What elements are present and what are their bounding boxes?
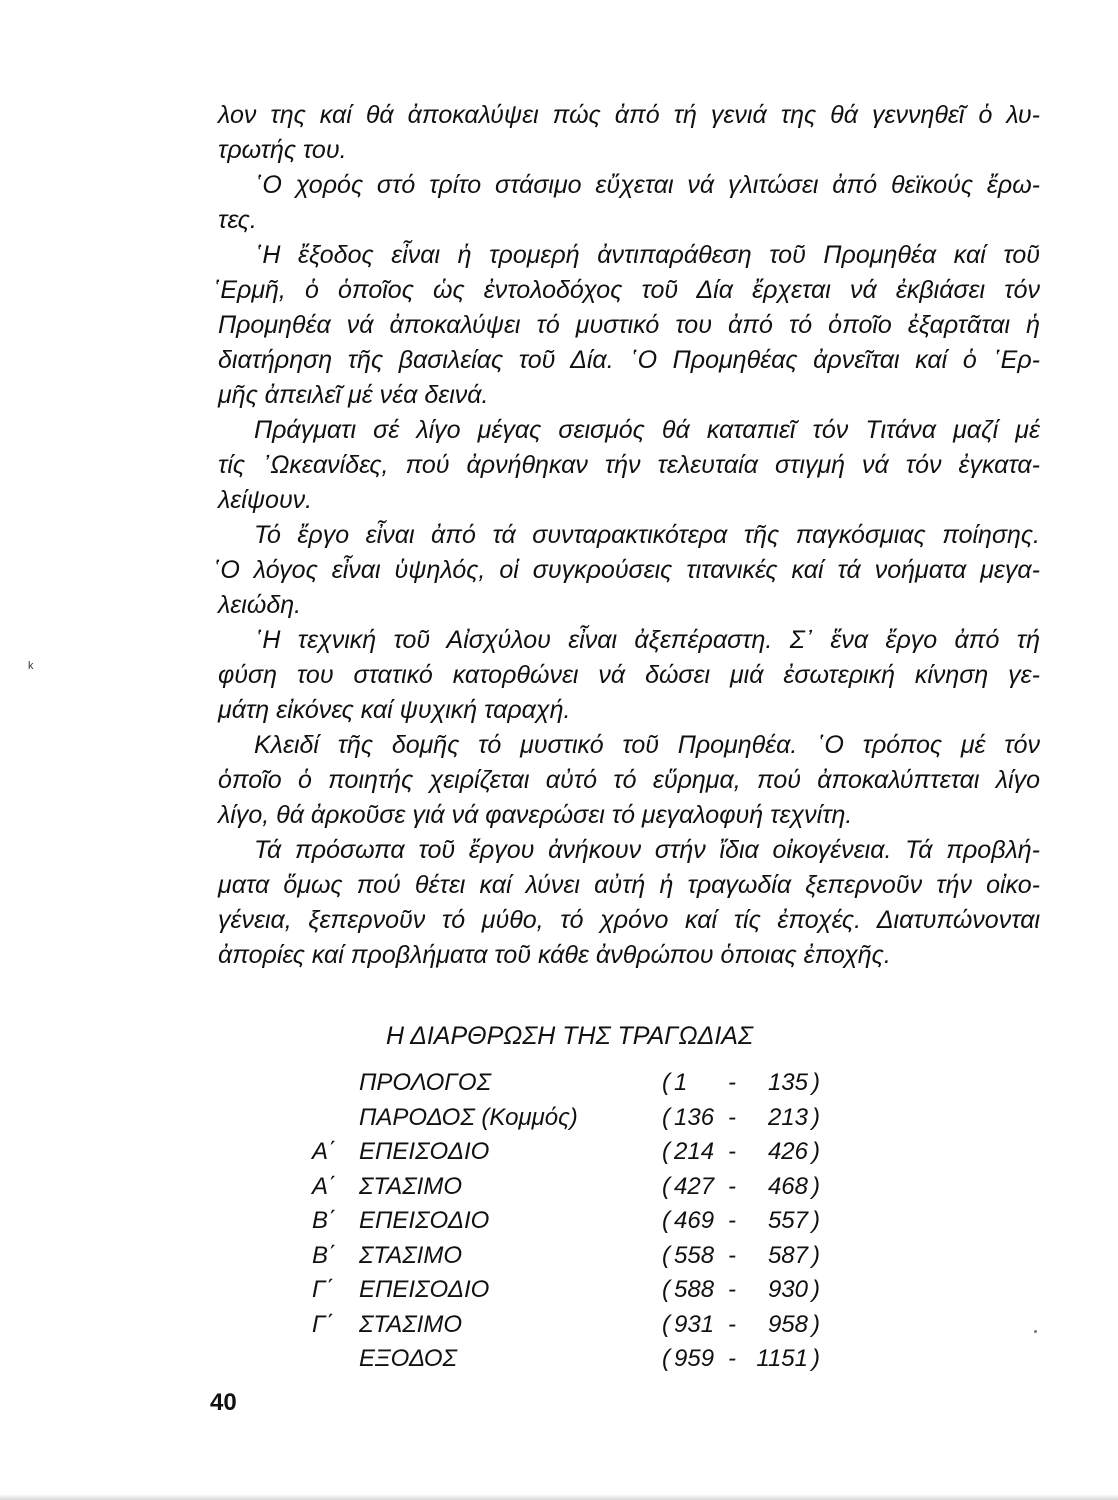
close-paren: ) [812,1345,820,1372]
text-line: ὁποῖο ὁ ποιητής χειρίζεται αὐτό τό εὕρημα, πού ἀποκαλύπτεται λίγο [218,766,1040,794]
text-line: μάτη εἰκόνες καί ψυχική ταραχή. [218,696,571,724]
text-line: ῾Ερμῆ, ὁ ὁποῖος ὡς ἐντολοδόχος τοῦ Δία ἔρχεται νά ἐκβιάσει τόν [212,276,1040,304]
row-ordinal: Β΄ [312,1241,336,1269]
close-paren: ) [812,1138,820,1165]
structure-table [312,1066,832,1377]
range-start: 214 [674,1138,715,1165]
row-name: ΣΤΑΣΙΜΟ [359,1172,462,1200]
row-name: ΕΠΕΙΣΟΔΙΟ [359,1207,490,1234]
range-start: 136 [674,1103,715,1131]
range-dash: - [728,1138,736,1165]
text-line: λειώδη. [218,591,302,619]
open-paren: ( [662,1138,670,1165]
range-start: 959 [674,1345,715,1372]
row-ordinal: Β΄ [312,1207,336,1234]
text-line: ῾Ο χορός στό τρίτο στάσιμο εὔχεται νά γλιτώσει ἀπό θεϊκούς ἔρω- [254,171,1040,199]
row-name: ΠΑΡΟΔΟΣ (Κομμός) [359,1103,578,1131]
range-dash: - [728,1276,736,1303]
text-line: ματα ὅμως πού θέτει καί λύνει αὐτή ἡ τραγωδία ξεπερνοῦν τήν οἰκο- [218,871,1040,899]
range-dash: - [728,1345,736,1372]
open-paren: ( [662,1345,670,1372]
close-paren: ) [812,1310,820,1338]
close-paren: ) [812,1207,820,1234]
margin-mark: ᵏ [28,660,34,677]
text-line: Προμηθέα νά ἀποκαλύψει τό μυστικό του ἀπό τό ὁποῖο ἐξαρτᾶται ἡ [218,311,1040,339]
row-ordinal: Α΄ [312,1172,336,1200]
open-paren: ( [662,1310,670,1338]
range-end: 426 [767,1138,808,1165]
open-paren: ( [662,1207,670,1234]
row-ordinal: Γ΄ [312,1310,334,1338]
range-end: 213 [767,1103,808,1131]
range-dash: - [728,1207,736,1234]
scan-speck [1034,1330,1037,1333]
text-line: ῾Η τεχνική τοῦ Αἰσχύλου εἶναι ἀξεπέραστη. Σ᾿ ἕνα ἔργο ἀπό τή [254,626,1040,654]
structure-row [312,1308,832,1343]
text-line: ῾Ο λόγος εἶναι ὑψηλός, οἱ συγκρούσεις τιτανικές καί τά νοήματα μεγα- [212,556,1040,584]
range-dash: - [728,1103,736,1131]
text-line: τίς ᾿Ωκεανίδες, πού ἀρνήθηκαν τήν τελευταία στιγμή νά τόν ἐγκατα- [218,451,1040,479]
row-name: ΕΠΕΙΣΟΔΙΟ [359,1276,490,1303]
text-line: ἀπορίες καί προβλήματα τοῦ κάθε ἀνθρώπου ὁποιας ἐποχῆς. [218,941,891,969]
range-start: 1 [674,1069,688,1096]
open-paren: ( [662,1069,670,1096]
close-paren: ) [812,1172,820,1200]
row-name: ΕΠΕΙΣΟΔΙΟ [359,1138,490,1165]
open-paren: ( [662,1276,670,1303]
close-paren: ) [812,1069,820,1096]
structure-row [312,1135,832,1170]
open-paren: ( [662,1241,670,1269]
structure-row [312,1342,832,1377]
text-line: γένεια, ξεπερνοῦν τό μύθο, τό χρόνο καί τίς ἐποχές. Διατυπώνονται [218,906,1040,934]
close-paren: ) [812,1241,820,1269]
row-ordinal: Α΄ [312,1138,336,1165]
range-start: 558 [674,1241,715,1269]
close-paren: ) [812,1103,820,1131]
range-end: 468 [767,1172,808,1200]
range-start: 427 [674,1172,715,1200]
text-line: Τό ἔργο εἶναι ἀπό τά συνταρακτικότερα τῆς παγκόσμιας ποίησης. [254,521,1040,549]
row-name: ΕΞΟΔΟΣ [359,1345,457,1372]
structure-row [312,1204,832,1239]
row-name: ΣΤΑΣΙΜΟ [359,1241,462,1269]
range-start: 931 [674,1310,715,1338]
range-dash: - [728,1069,736,1096]
structure-row [312,1239,832,1274]
text-line: φύση του στατικό κατορθώνει νά δώσει μιά ἐσωτερική κίνηση γε- [218,661,1040,689]
page-number: 40 [210,1389,237,1416]
text-line: διατήρηση τῆς βασιλείας τοῦ Δία. ῾Ο Προμηθέας ἀρνεῖται καί ὁ ῾Ερ- [218,346,1040,374]
text-line: τες. [218,206,257,234]
structure-row [312,1101,832,1136]
range-dash: - [728,1172,736,1200]
row-ordinal: Γ΄ [312,1276,334,1303]
range-end: 958 [767,1310,808,1338]
text-line: τρωτής του. [218,136,347,164]
open-paren: ( [662,1103,670,1131]
open-paren: ( [662,1172,670,1200]
range-end: 1151 [756,1345,808,1372]
text-line: ῾Η ἔξοδος εἶναι ἡ τρομερή ἀντιπαράθεση τοῦ Προμηθέα καί τοῦ [254,241,1040,269]
range-end: 135 [767,1069,808,1096]
range-dash: - [728,1241,736,1269]
text-line: λον της καί θά ἀποκαλύψει πώς ἀπό τή γενιά της θά γεννηθεῖ ὁ λυ- [218,101,1040,129]
text-line: Πράγματι σέ λίγο μέγας σεισμός θά καταπιεῖ τόν Τιτάνα μαζί μέ [254,416,1040,444]
range-end: 557 [767,1207,808,1234]
text-line: μῆς ἀπειλεῖ μέ νέα δεινά. [218,381,489,409]
body-text [212,98,1040,973]
structure-row [312,1170,832,1205]
range-dash: - [728,1310,736,1338]
text-line: Τά πρόσωπα τοῦ ἔργου ἀνήκουν στήν ἴδια οἰκογένεια. Τά προβλή- [254,836,1040,864]
row-name: ΠΡΟΛΟΓΟΣ [359,1069,491,1096]
text-line: λείψουν. [218,486,313,514]
close-paren: ) [812,1276,820,1303]
structure-row [312,1273,832,1308]
text-line: Κλειδί τῆς δομῆς τό μυστικό τοῦ Προμηθέα. ῾Ο τρόπος μέ τόν [254,731,1040,759]
scan-edge [0,1494,1118,1500]
row-name: ΣΤΑΣΙΜΟ [359,1310,462,1338]
text-line: λίγο, θά ἀρκοῦσε γιά νά φανερώσει τό μεγαλοφυή τεχνίτη. [218,801,853,829]
structure-row [312,1066,832,1101]
range-end: 930 [767,1276,808,1303]
range-start: 588 [674,1276,715,1303]
range-end: 587 [767,1241,808,1269]
section-title: Η ΔΙΑΡΘΡΩΣΗ ΤΗΣ ΤΡΑΓΩΔΙΑΣ [386,1022,753,1050]
range-start: 469 [674,1207,715,1234]
